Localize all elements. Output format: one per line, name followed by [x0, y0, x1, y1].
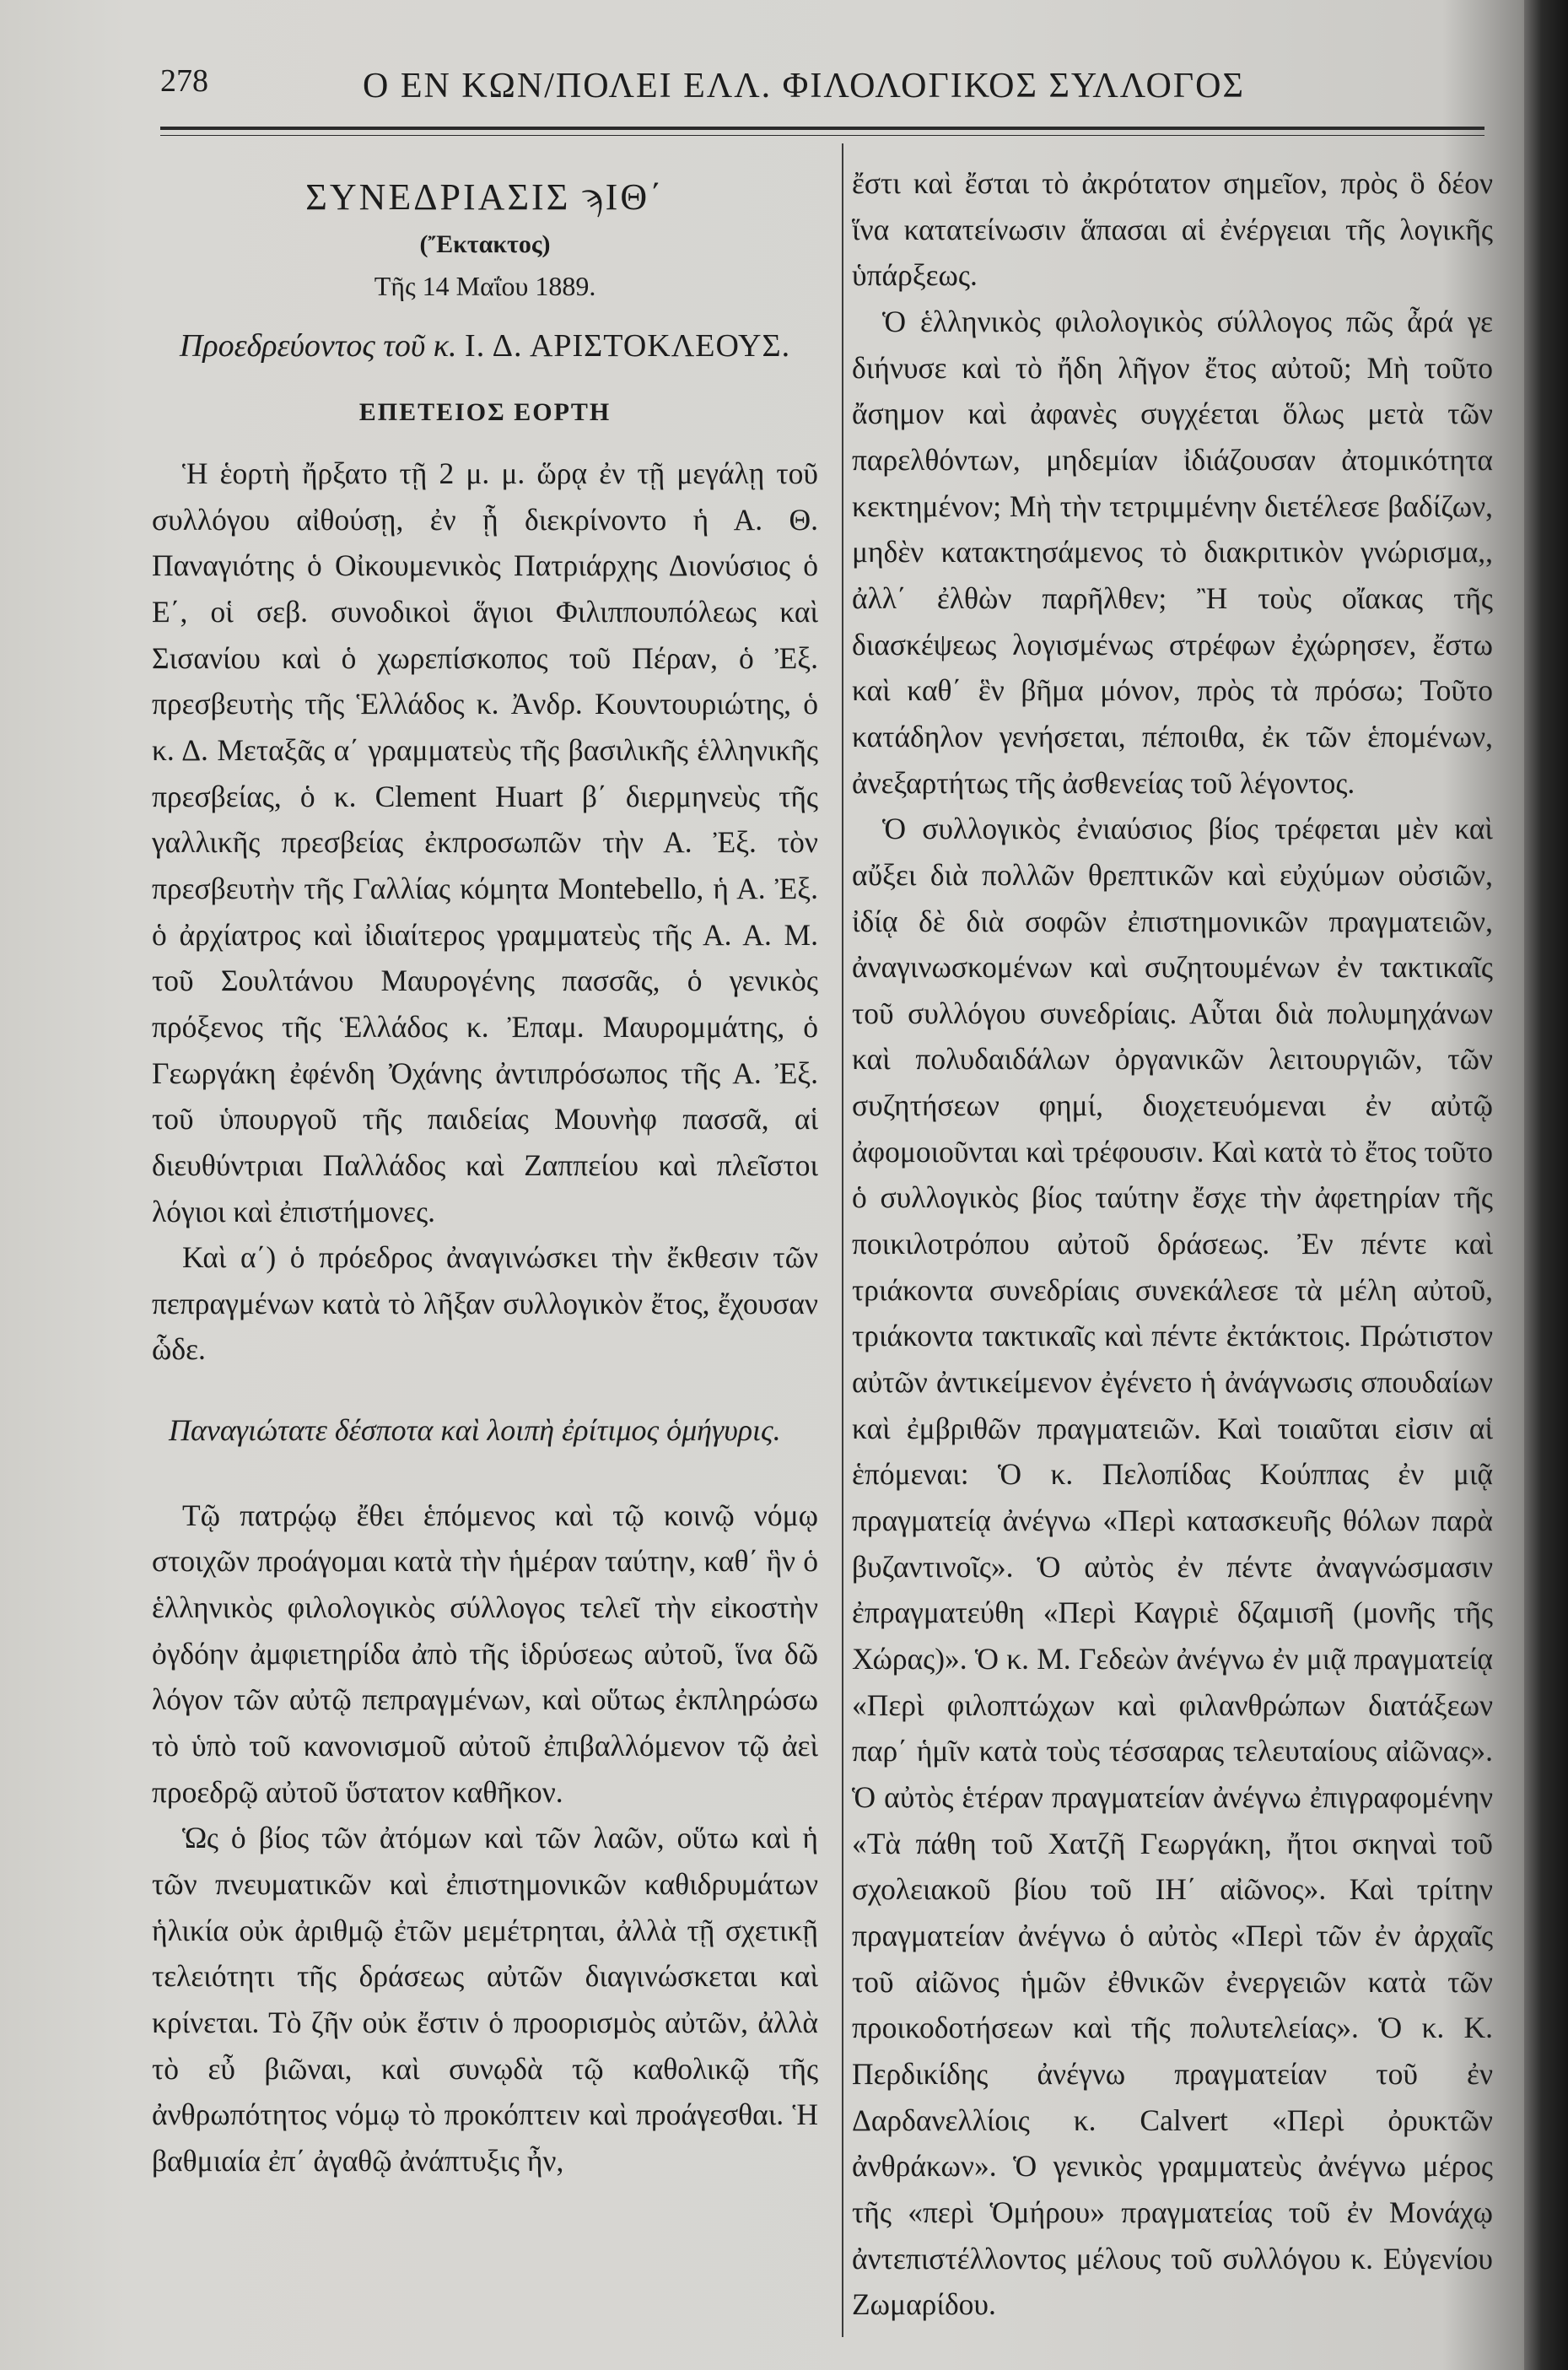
session-note: (Ἔκτακτος): [419, 230, 551, 258]
president-prefix: Προεδρεύοντος τοῦ κ.: [179, 328, 457, 364]
paragraph-questions: Ὁ ἑλληνικὸς φιλολογικὸς σύλλογος πῶς ἆρά γε διήνυσε καὶ τὸ ἤδη λῆγον ἔτος αὐτοῦ; Μὴ τοῦτο ἄσημον καὶ ἀφανὲς συγχέεται ὅλως μετὰ τῶν παρελθόντων, μηδεμίαν ἰδιάζουσαν ἀτομικότητα κεκτημένον; Μὴ τὴν τετριμμένην διετέλεσε βαδίζων, μηδὲν κατακτησάμενος τὸ διακριτικὸν γνώρισμα,, ἀλλ΄ ἐλθὼν παρῆλθεν; Ἢ τοὺς οἴακας τῆς διασκέψεως λογισμένως στρέφων ἐχώρησεν, ἔστω καὶ καθ΄ ἓν βῆμα μόνον, πρὸς τὰ πρόσω; Τοῦτο κατάδηλον γενήσεται, πέποιθα, ἐκ τῶν ἑπομένων, ἀνεξαρτήτως τῆς ἀσθενείας τοῦ λέγοντος.: [852, 304, 1493, 800]
section-heading: ΕΠΕΤΕΙΟΣ ΕΟΡΤΗ: [358, 398, 612, 426]
page-header: [160, 59, 1476, 127]
paragraph-continued: ἔστι καὶ ἔσται τὸ ἀκρότατον σημεῖον, πρὸς ὃ δέον ἵνα κατατείνωσιν ἅπασαι αἱ ἐνέργειαι τῆς λογικῆς ὑπάρξεως.: [852, 166, 1493, 293]
paragraph-report-1: Τῷ πατρῴῳ ἔθει ἑπόμενος καὶ τῷ κοινῷ νόμῳ στοιχῶν προάγομαι κατὰ τὴν ἡμέραν ταύτην, καθ΄ ἣν ὁ ἑλληνικὸς φιλολογικὸς σύλλογος τελεῖ τὴν εἰκοστὴν ὀγδόην ἀμφιετηρίδα ἀπὸ τῆς ἱδρύσεως αὐτοῦ, ἵνα δῶ λόγον τῶν αὐτῷ πεπραγμένων, καὶ οὕτως ἐκπληρώσω τὸ ὑπὸ τοῦ κανονισμοῦ αὐτοῦ ἐπιβαλλόμενον τῷ ἀεὶ προεδρῷ αὐτοῦ ὕστατον καθῆκον.: [152, 1498, 818, 1809]
session-date: Τῆς 14 Μαΐου 1889.: [374, 271, 596, 301]
salutation: Παναγιώτατε δέσποτα καὶ λοιπὴ ἐρίτιμος ὁμήγυρις.: [169, 1413, 781, 1448]
session-title: ΣΥΝΕΔΡΙΑΣΙΣ ϡΙΘ΄: [305, 176, 665, 218]
column-divider: [842, 143, 843, 2337]
left-column: [152, 160, 818, 2337]
paragraph-attendees: Ἡ ἑορτὴ ἤρξατο τῇ 2 μ. μ. ὥρᾳ ἐν τῇ μεγάλῃ τοῦ συλλόγου αἰθούσῃ, ἐν ᾗ διεκρίνοντο ἡ Α. Θ. Παναγιότης ὁ Οἰκουμενικὸς Πατριάρχης Διονύσιος ὁ Ε΄, οἱ σεβ. συνοδικοὶ ἅγιοι Φιλιππουπόλεως καὶ Σισανίου καὶ ὁ χωρεπίσκοπος τοῦ Πέραν, ὁ Ἐξ. πρεσβευτὴς τῆς Ἑλλάδος κ. Ἀνδρ. Κουντουριώτης, ὁ κ. Δ. Μεταξᾶς α΄ γραμματεὺς τῆς βασιλικῆς ἑλληνικῆς πρεσβείας, ὁ κ. Clement Huart β΄ διερμηνεὺς τῆς γαλλικῆς πρεσβείας ἐκπροσωπῶν τὴν Α. Ἐξ. τὸν πρεσβευτὴν τῆς Γαλλίας κόμητα Montebello, ἡ Α. Ἐξ. ὁ ἀρχίατρος καὶ ἰδιαίτερος γραμματεὺς τῆς Α. Α. Μ. τοῦ Σουλτάνου Μαυρογένης πασσᾶς, ὁ γενικὸς πρόξενος τῆς Ἑλλάδος κ. Ἐπαμ. Μαυρομμάτης, ὁ Γεωργάκη ἐφένδη Ὀχάνης ἀντιπρόσωπος τῆς Α. Ἐξ. τοῦ ὑπουργοῦ τῆς παιδείας Μουνὴφ πασσᾶ, αἱ διευθύντριαι Παλλάδος καὶ Ζαππείου καὶ πλεῖστοι λόγιοι καὶ ἐπιστήμονες.: [152, 456, 818, 1228]
book-spine-shadow: [1524, 0, 1568, 2370]
paragraph-report-intro: Καὶ α΄) ὁ πρόεδρος ἀναγινώσκει τὴν ἔκθεσιν τῶν πεπραγμένων κατὰ τὸ λῆξαν συλλογικὸν ἔτος, ἔχουσαν ὧδε.: [152, 1240, 818, 1367]
header-rule: [160, 127, 1484, 130]
header-rule-thin: [160, 135, 1484, 136]
paragraph-report-2: Ὡς ὁ βίος τῶν ἀτόμων καὶ τῶν λαῶν, οὕτω καὶ ἡ τῶν πνευματικῶν καὶ ἐπιστημονικῶν καθιδρυμάτων ἡλικία οὐκ ἀριθμῷ ἐτῶν μεμέτρηται, ἀλλὰ τῇ σχετικῇ τελειότητι τῆς δράσεως αὐτῶν διαγινώσκεται καὶ κρίνεται. Τὸ ζῆν οὐκ ἔστιν ὁ προορισμὸς αὐτῶν, ἀλλὰ τὸ εὖ βιῶναι, καὶ συνῳδὰ τῷ καθολικῷ τῆς ἀνθρωπότητος νόμῳ τὸ προκόπτειν καὶ προάγεσθαι. Ἡ βαθμιαία ἐπ΄ ἀγαθῷ ἀνάπτυξις ἦν,: [152, 1821, 818, 2178]
running-title: Ο ΕΝ ΚΩΝ/ΠΟΛΕΙ ΕΛΛ. ΦΙΛΟΛΟΓΙΚΟΣ ΣΥΛΛΟΓΟΣ: [363, 67, 1245, 105]
page-number: 278: [160, 63, 208, 99]
paragraph-lectures: Ὁ συλλογικὸς ἐνιαύσιος βίος τρέφεται μὲν καὶ αὔξει διὰ πολλῶν θρεπτικῶν καὶ εὐχύμων οὐσιῶν, ἰδίᾳ δὲ διὰ σοφῶν ἐπιστημονικῶν πραγματειῶν, ἀναγινωσκομένων καὶ συζητουμένων ἐν τακτικαῖς τοῦ συλλόγου συνεδρίαις. Αὗται διὰ πολυμηχάνων καὶ πολυδαιδάλων ὀργανικῶν λειτουργιῶν, τῶν συζητήσεων φημί, διοχετευόμεναι ἐν αὐτῷ ἀφομοιοῦνται καὶ τρέφουσιν. Καὶ κατὰ τὸ ἔτος τοῦτο ὁ συλλογικὸς βίος ταύτην ἔσχε τὴν ἀφετηρίαν τῆς ποικιλοτρόπου αὐτοῦ δράσεως. Ἐν πέντε καὶ τριάκοντα συνεδρίαις συνεκάλεσε τὰ μέλη αὐτοῦ, τριάκοντα τακτικαῖς καὶ πέντε ἐκτάκτοις. Πρώτιστον αὐτῶν ἀντικείμενον ἐγένετο ἡ ἀνάγνωσις σπουδαίων καὶ ἐμβριθῶν πραγματειῶν. Καὶ τοιαῦται εἰσιν αἱ ἑπόμεναι: Ὁ κ. Πελοπίδας Κούππας ἐν μιᾷ πραγματείᾳ ἀνέγνω «Περὶ κατασκευῆς θόλων παρὰ βυζαντινοῖς». Ὁ αὐτὸς ἐν πέντε ἀναγνώσμασιν ἐπραγματεύθη «Περὶ Καγριὲ δζαμισῆ (μονῆς τῆς Χώρας)». Ὁ κ. Μ. Γεδεὼν ἀνέγνω ἐν μιᾷ πραγματείᾳ «Περὶ φιλοπτώχων καὶ φιλανθρώπων διατάξεων παρ΄ ἡμῖν κατὰ τοὺς τέσσαρας τελευταίους αἰῶνας». Ὁ αὐτὸς ἑτέραν πραγματείαν ἀνέγνω ἐπιγραφομένην «Τὰ πάθη τοῦ Χατζῆ Γεωργάκη, ἤτοι σκηναὶ τοῦ σχολειακοῦ βίου τοῦ ΙΗ΄ αἰῶνος». Καὶ τρίτην πραγματείαν ἀνέγνω ὁ αὐτὸς «Περὶ τῶν ἐν ἀρχαῖς τοῦ αἰῶνος ἡμῶν ἐθνικῶν ἐνεργειῶν κατὰ τῶν προικοδοτήσεων καὶ τῆς πολυτελείας». Ὁ κ. Κ. Περδικίδης ἀνέγνω πραγματείαν τοῦ ἐν Δαρδανελλίοις κ. Calvert «Περὶ ὀρυκτῶν ἀνθράκων». Ὁ γενικὸς γραμματεὺς ἀνέγνω μέρος τῆς «περὶ Ὁμήρου» πραγματείας τοῦ ἐν Μονάχῳ ἀντεπιστέλλοντος μέλους τοῦ συλλόγου κ. Εὐγενίου Ζωμαρίδου.: [852, 812, 1493, 2322]
right-column: [852, 160, 1493, 2337]
president-name: Ι. Δ. ΑΡΙΣΤΟΚΛΕΟΥΣ.: [465, 328, 791, 364]
president-line: [152, 327, 818, 364]
